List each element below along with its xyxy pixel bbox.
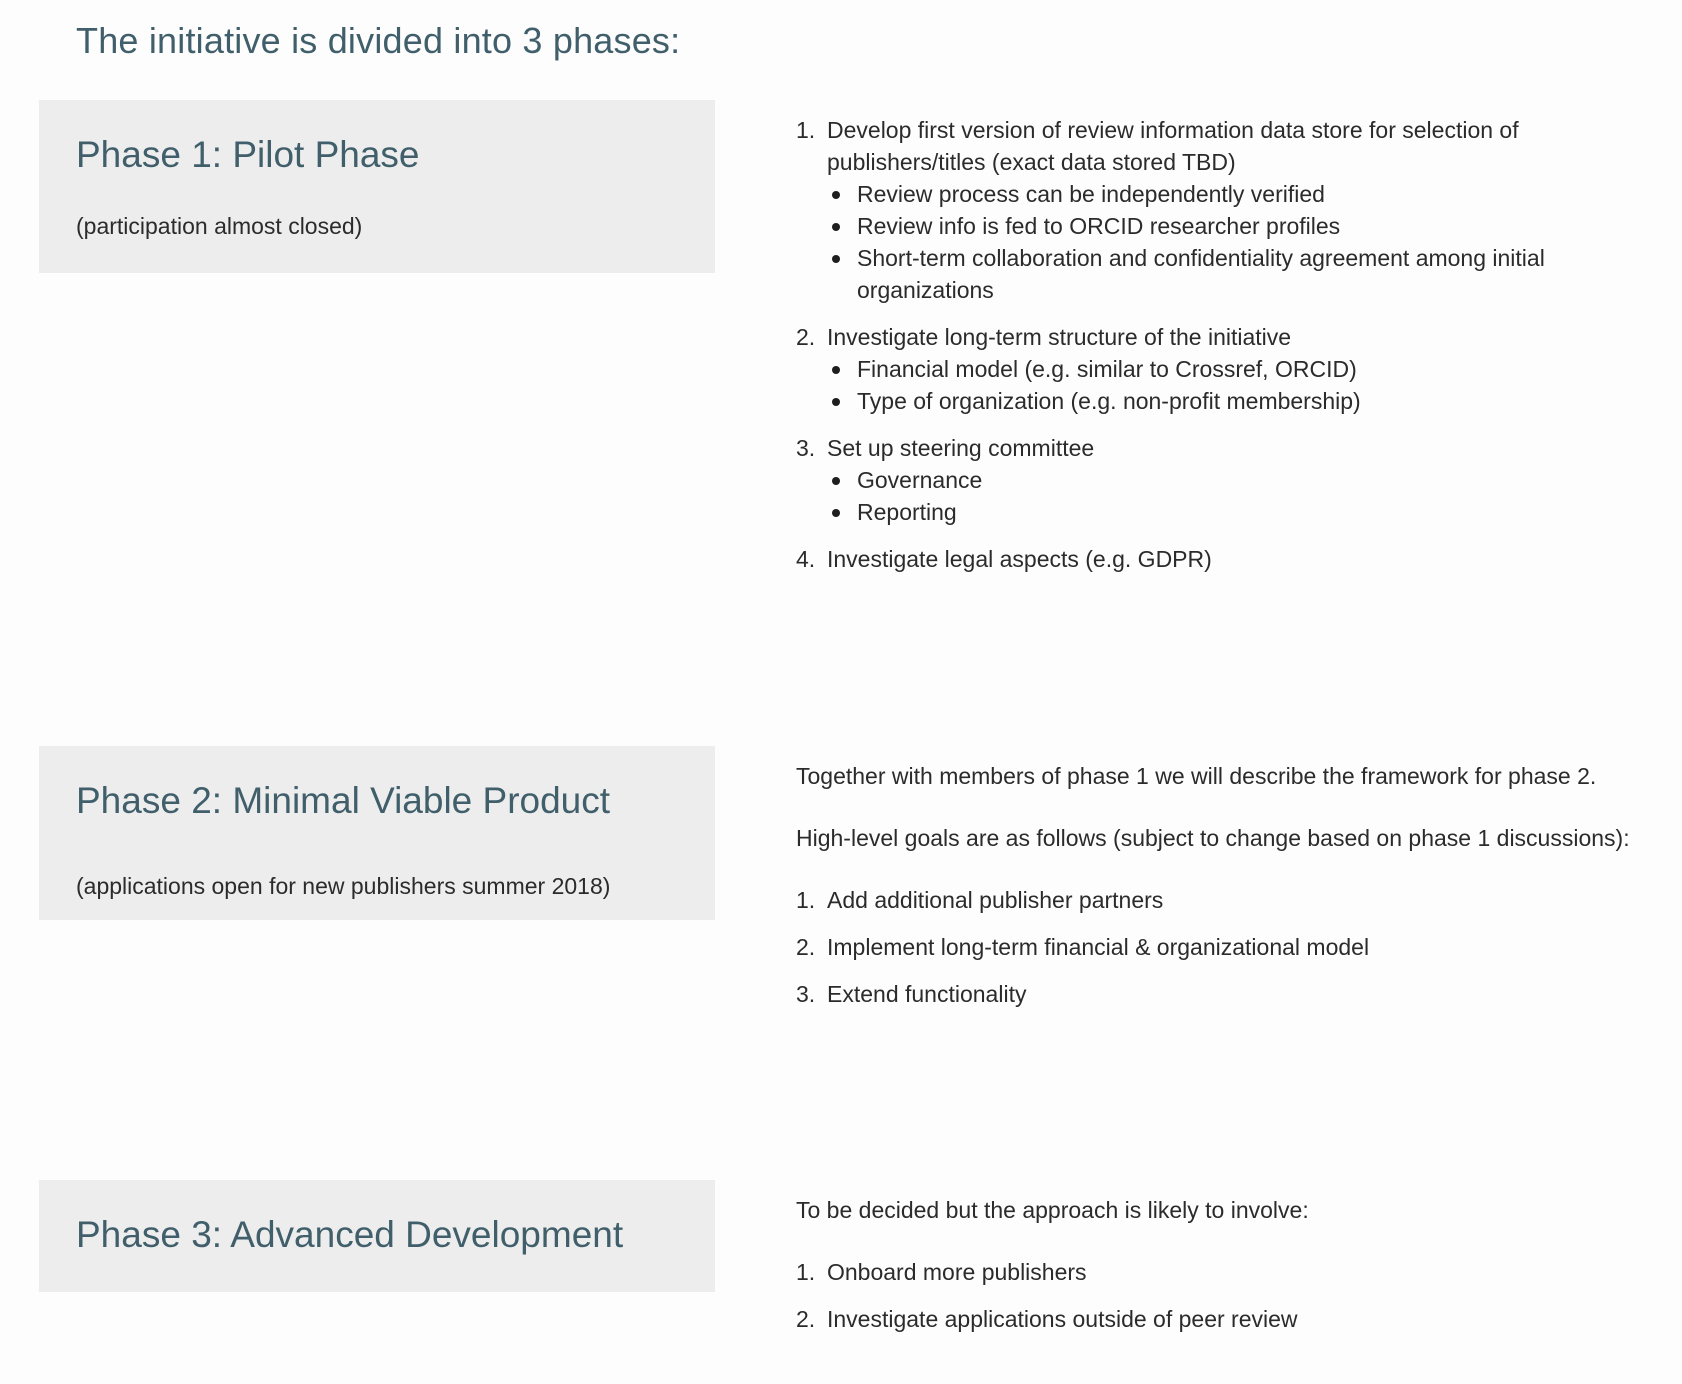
paragraph: High-level goals are as follows (subject to change based on phase 1 discussions): — [796, 825, 1630, 851]
list-item-text: Onboard more publishers — [827, 1259, 1087, 1285]
list-item-text: Investigate legal aspects (e.g. GDPR) — [827, 546, 1212, 572]
sub-list-item-text: Governance — [857, 467, 983, 493]
sub-list-item — [827, 353, 1656, 385]
list-item — [796, 931, 1656, 963]
sub-list-item — [827, 242, 1656, 306]
phase-1-content — [796, 114, 1656, 590]
sub-list-item — [827, 178, 1656, 210]
bullet-icon — [832, 223, 840, 231]
bullet-icon — [832, 366, 840, 374]
bullet-icon — [832, 191, 840, 199]
sub-list-item — [827, 496, 1656, 528]
sub-list-item — [827, 385, 1656, 417]
list-number: 2. — [796, 934, 816, 960]
list-item-text: Set up steering committee — [827, 435, 1095, 461]
sub-list-item-text: Review process can be independently verified — [857, 181, 1325, 207]
list-number: 2. — [796, 1306, 816, 1332]
phase-2-list — [796, 884, 1656, 1010]
list-number: 2. — [796, 324, 816, 350]
list-item — [796, 543, 1656, 575]
phase-1-heading: Phase 1: Pilot Phase — [76, 134, 420, 175]
paragraph: To be decided but the approach is likely to involve: — [796, 1197, 1309, 1223]
phase-2-content — [796, 760, 1656, 1025]
sub-list — [827, 178, 1656, 306]
paragraph: Together with members of phase 1 we will describe the framework for phase 2. — [796, 763, 1597, 789]
bullet-icon — [832, 509, 840, 517]
bullet-icon — [832, 255, 840, 263]
list-number: 3. — [796, 981, 816, 1007]
list-number: 1. — [796, 1259, 816, 1285]
sub-list-item-text: Financial model (e.g. similar to Crossref, ORCID) — [857, 356, 1357, 382]
list-item-text: Extend functionality — [827, 981, 1027, 1007]
phase-3-content — [796, 1194, 1656, 1350]
list-number: 4. — [796, 546, 816, 572]
phase-3-box — [39, 1180, 715, 1292]
phase-2-heading: Phase 2: Minimal Viable Product — [76, 780, 611, 821]
list-item — [796, 321, 1656, 417]
sub-list-item-text: Reporting — [857, 499, 957, 525]
list-item-text: Investigate long-term structure of the initiative — [827, 324, 1292, 350]
sub-list-item-text: Review info is fed to ORCID researcher profiles — [857, 213, 1341, 239]
list-item-text: Add additional publisher partners — [827, 887, 1164, 913]
phase-3-list — [796, 1256, 1656, 1335]
list-number: 3. — [796, 435, 816, 461]
list-item — [796, 884, 1656, 916]
list-item-text: Implement long-term financial & organizational model — [827, 934, 1370, 960]
sub-list-item-text: Short-term collaboration and confidentiality agreement among initial organizations — [857, 245, 1545, 303]
list-item — [796, 114, 1656, 306]
list-item — [796, 432, 1656, 528]
sub-list — [827, 353, 1656, 417]
phase-1-list — [796, 114, 1656, 575]
list-number: 1. — [796, 117, 816, 143]
phase-1-box — [39, 100, 715, 273]
page-title: The initiative is divided into 3 phases: — [76, 20, 681, 61]
list-item — [796, 1256, 1656, 1288]
bullet-icon — [832, 398, 840, 406]
list-item — [796, 1303, 1656, 1335]
bullet-icon — [832, 477, 840, 485]
list-item-text: Develop first version of review information data store for selection of publishers/titles (exact data stored TBD) — [827, 117, 1519, 175]
list-item — [796, 978, 1656, 1010]
sub-list-item-text: Type of organization (e.g. non-profit membership) — [857, 388, 1361, 414]
sub-list — [827, 464, 1656, 528]
sub-list-item — [827, 210, 1656, 242]
phase-2-note: (applications open for new publishers summer 2018) — [76, 873, 611, 899]
list-item-text: Investigate applications outside of peer review — [827, 1306, 1298, 1332]
sub-list-item — [827, 464, 1656, 496]
phase-1-note: (participation almost closed) — [76, 213, 363, 239]
list-number: 1. — [796, 887, 816, 913]
phase-3-heading: Phase 3: Advanced Development — [76, 1214, 624, 1255]
